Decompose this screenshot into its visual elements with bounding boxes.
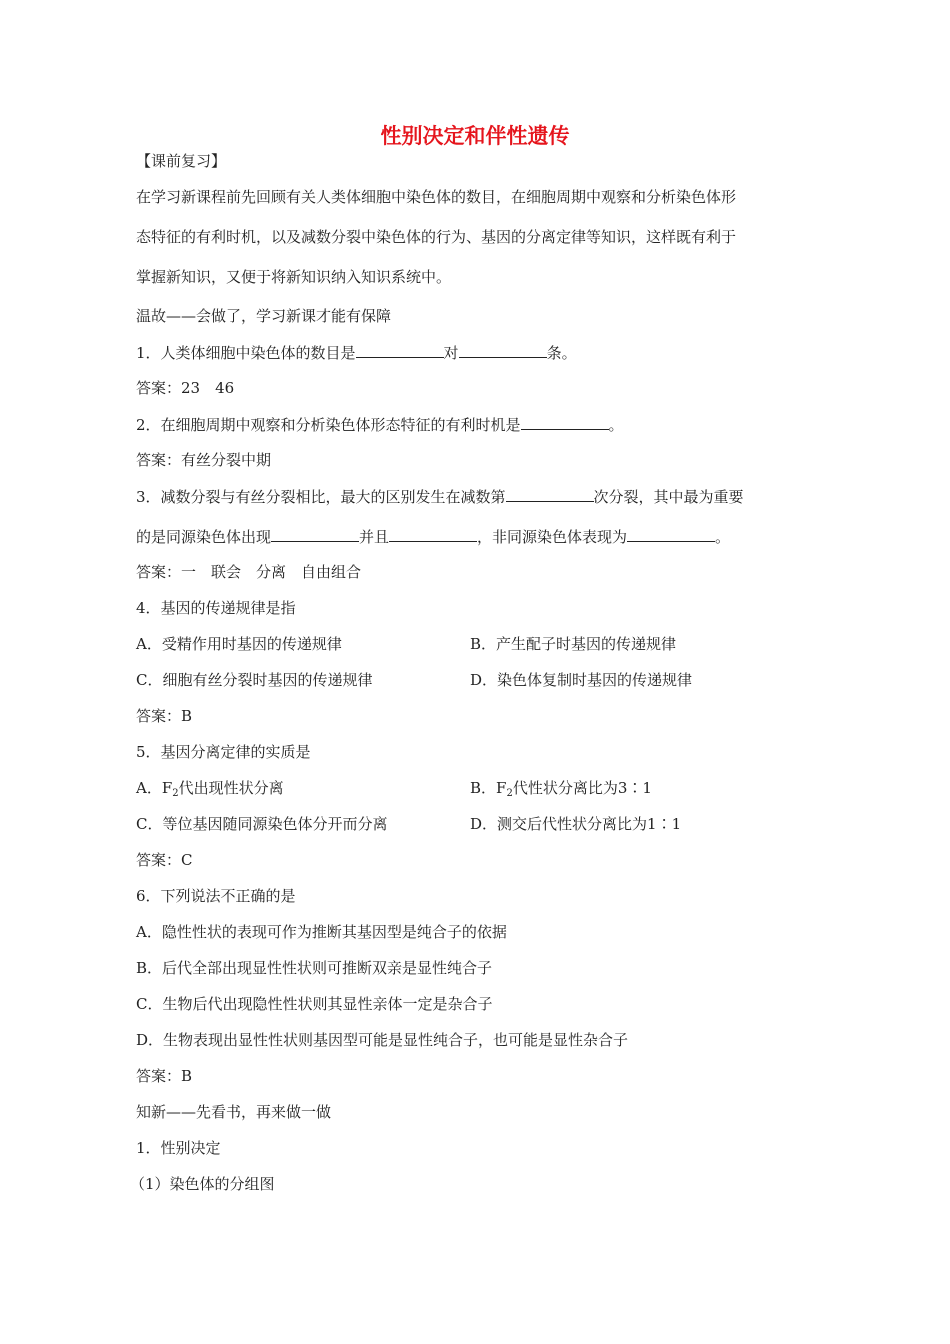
page-title: 性别决定和伴性遗传 bbox=[380, 123, 570, 148]
intro-line-1: 在学习新课程前先回顾有关人类体细胞中染色体的数目，在细胞周期中观察和分析染色体形 bbox=[136, 188, 737, 206]
answer-4: 答案：B bbox=[136, 707, 193, 725]
review-heading: 温故——会做了，学习新课才能有保障 bbox=[136, 307, 392, 325]
answer-blank bbox=[389, 525, 477, 542]
intro-line-3: 掌握新知识，又便于将新知识纳入知识系统中。 bbox=[136, 268, 452, 286]
question-3-line-1: 3．减数分裂与有丝分裂相比，最大的区别发生在减数第 次分裂，其中最为重要 bbox=[136, 485, 744, 508]
question-2: 2．在细胞周期中观察和分析染色体形态特征的有利时机是 。 bbox=[136, 413, 624, 436]
question-6-option-b: B．后代全部出现显性性状则可推断双亲是显性纯合子 bbox=[136, 959, 493, 977]
section-heading-review: 【课前复习】 bbox=[136, 152, 227, 170]
question-4-option-b: B．产生配子时基因的传递规律 bbox=[470, 635, 677, 653]
new-knowledge-heading: 知新——先看书，再来做一做 bbox=[136, 1103, 332, 1121]
question-5-option-d: D．测交后代性状分离比为1∶1 bbox=[470, 815, 682, 833]
question-4-option-c: C．细胞有丝分裂时基因的传递规律 bbox=[136, 671, 373, 689]
question-5-option-c: C．等位基因随同源染色体分开而分离 bbox=[136, 815, 388, 833]
question-6-stem: 6．下列说法不正确的是 bbox=[136, 887, 296, 905]
question-6-option-d: D．生物表现出显性性状则基因型可能是显性纯合子，也可能是显性杂合子 bbox=[136, 1031, 629, 1049]
question-5-stem: 5．基因分离定律的实质是 bbox=[136, 743, 311, 761]
intro-line-2: 态特征的有利时机，以及减数分裂中染色体的行为、基因的分离定律等知识，这样既有利于 bbox=[136, 228, 737, 246]
question-5-option-b: B．$F_2$代性状分离比为3∶1 bbox=[470, 779, 652, 799]
question-1: 1．人类体细胞中染色体的数目是 对 条。 bbox=[136, 341, 577, 364]
question-5-option-a: A．$F_2$代出现性状分离 bbox=[136, 779, 284, 799]
question-4-stem: 4．基因的传递规律是指 bbox=[136, 599, 296, 617]
answer-blank bbox=[521, 413, 609, 430]
answer-1: 答案：23 46 bbox=[136, 379, 235, 397]
question-3-line-2: 的是同源染色体出现 并且 ，非同源染色体表现为 。 bbox=[136, 525, 730, 548]
question-4-option-a: A．受精作用时基因的传递规律 bbox=[136, 635, 342, 653]
answer-blank bbox=[271, 525, 359, 542]
question-6-option-a: A．隐性性状的表现可作为推断其基因型是纯合子的依据 bbox=[136, 923, 507, 941]
question-4-option-d: D．染色体复制时基因的传递规律 bbox=[470, 671, 693, 689]
answer-blank bbox=[506, 485, 594, 502]
answer-2: 答案：有丝分裂中期 bbox=[136, 451, 272, 469]
answer-blank bbox=[356, 341, 444, 358]
answer-blank bbox=[627, 525, 715, 542]
answer-blank bbox=[459, 341, 547, 358]
new-section-1: 1．性别决定 bbox=[136, 1139, 221, 1157]
question-6-option-c: C．生物后代出现隐性性状则其显性亲体一定是杂合子 bbox=[136, 995, 493, 1013]
answer-3: 答案：一 联会 分离 自由组合 bbox=[136, 563, 362, 581]
answer-6: 答案：B bbox=[136, 1067, 193, 1085]
answer-5: 答案：C bbox=[136, 851, 193, 869]
new-section-1-1: （1）染色体的分组图 bbox=[130, 1175, 275, 1193]
